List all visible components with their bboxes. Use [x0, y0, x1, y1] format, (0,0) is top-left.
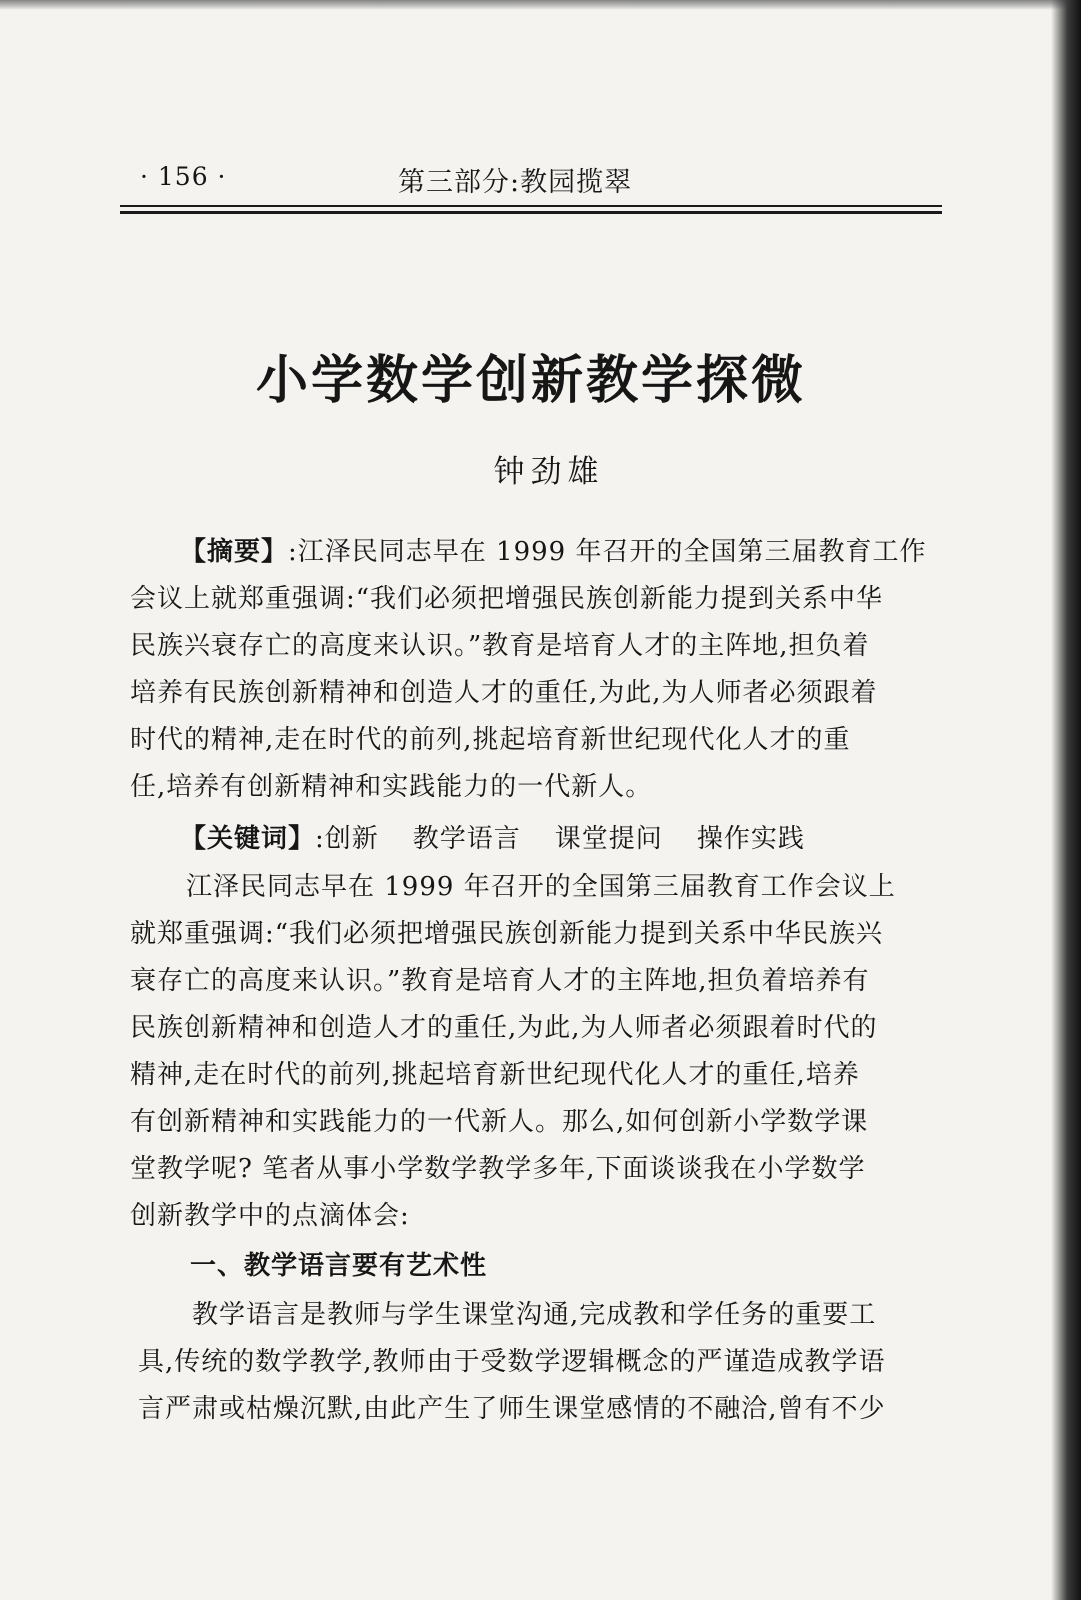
- keyword: 教学语言: [412, 824, 521, 854]
- abstract-line: [180, 531, 960, 568]
- header-rule-thin: [120, 205, 942, 207]
- body-line: 就郑重强调:“我们必须把增强民族创新能力提到关系中华民族兴: [130, 919, 884, 949]
- body-line: 堂教学呢? 笔者从事小学数学教学多年,下面谈谈我在小学数学: [130, 1154, 866, 1184]
- article-author: 钟劲雄: [493, 454, 605, 490]
- body-line: 创新教学中的点滴体会:: [130, 1201, 410, 1231]
- body-line: 江泽民同志早在 1999 年召开的全国第三届教育工作会议上: [186, 872, 896, 902]
- body-line: 民族创新精神和创造人才的重任,为此,为人师者必须跟着时代的: [130, 1013, 878, 1043]
- scan-edge-top: [0, 0, 1081, 10]
- keyword: :创新: [315, 824, 379, 854]
- body-line: 言严肃或枯燥沉默,由此产生了师生课堂感情的不融洽,曾有不少: [138, 1394, 886, 1424]
- body-line: 有创新精神和实践能力的一代新人。那么,如何创新小学数学课: [130, 1107, 869, 1137]
- header-rule-thick: [120, 211, 942, 214]
- article-title: 小学数学创新教学探微: [255, 350, 806, 411]
- keywords-label: 【关键词】: [180, 824, 316, 854]
- abstract-line: 任,培养有创新精神和实践能力的一代新人。: [130, 772, 653, 802]
- body-line: 具,传统的数学教学,教师由于受数学逻辑概念的严谨造成教学语: [138, 1347, 886, 1377]
- abstract-line: 时代的精神,走在时代的前列,挑起培育新世纪现代化人才的重: [130, 725, 851, 755]
- abstract-text: :江泽民同志早在 1999 年召开的全国第三届教育工作: [288, 537, 927, 567]
- body-line: 精神,走在时代的前列,挑起培育新世纪现代化人才的重任,培养: [130, 1060, 860, 1090]
- abstract-line: 培养有民族创新精神和创造人才的重任,为此,为人师者必须跟着: [130, 678, 878, 708]
- section-heading: 一、教学语言要有艺术性: [190, 1251, 488, 1281]
- page-number: · 156 ·: [140, 162, 227, 191]
- scan-edge-right: [1051, 0, 1081, 1600]
- abstract-line: 民族兴衰存亡的高度来认识。”教育是培育人才的主阵地,担负着: [130, 631, 870, 661]
- section-title: 第三部分:教园揽翠: [398, 167, 633, 198]
- abstract-line: 会议上就郑重强调:“我们必须把增强民族创新能力提到关系中华: [130, 584, 884, 614]
- keyword: 课堂提问: [554, 824, 663, 854]
- abstract-label: 【摘要】: [180, 537, 289, 567]
- keywords-line: [180, 818, 960, 855]
- keyword: 操作实践: [696, 824, 805, 854]
- body-line: 教学语言是教师与学生课堂沟通,完成教和学任务的重要工: [192, 1300, 877, 1330]
- body-line: 衰存亡的高度来认识。”教育是培育人才的主阵地,担负着培养有: [130, 966, 870, 996]
- running-header: [120, 162, 942, 204]
